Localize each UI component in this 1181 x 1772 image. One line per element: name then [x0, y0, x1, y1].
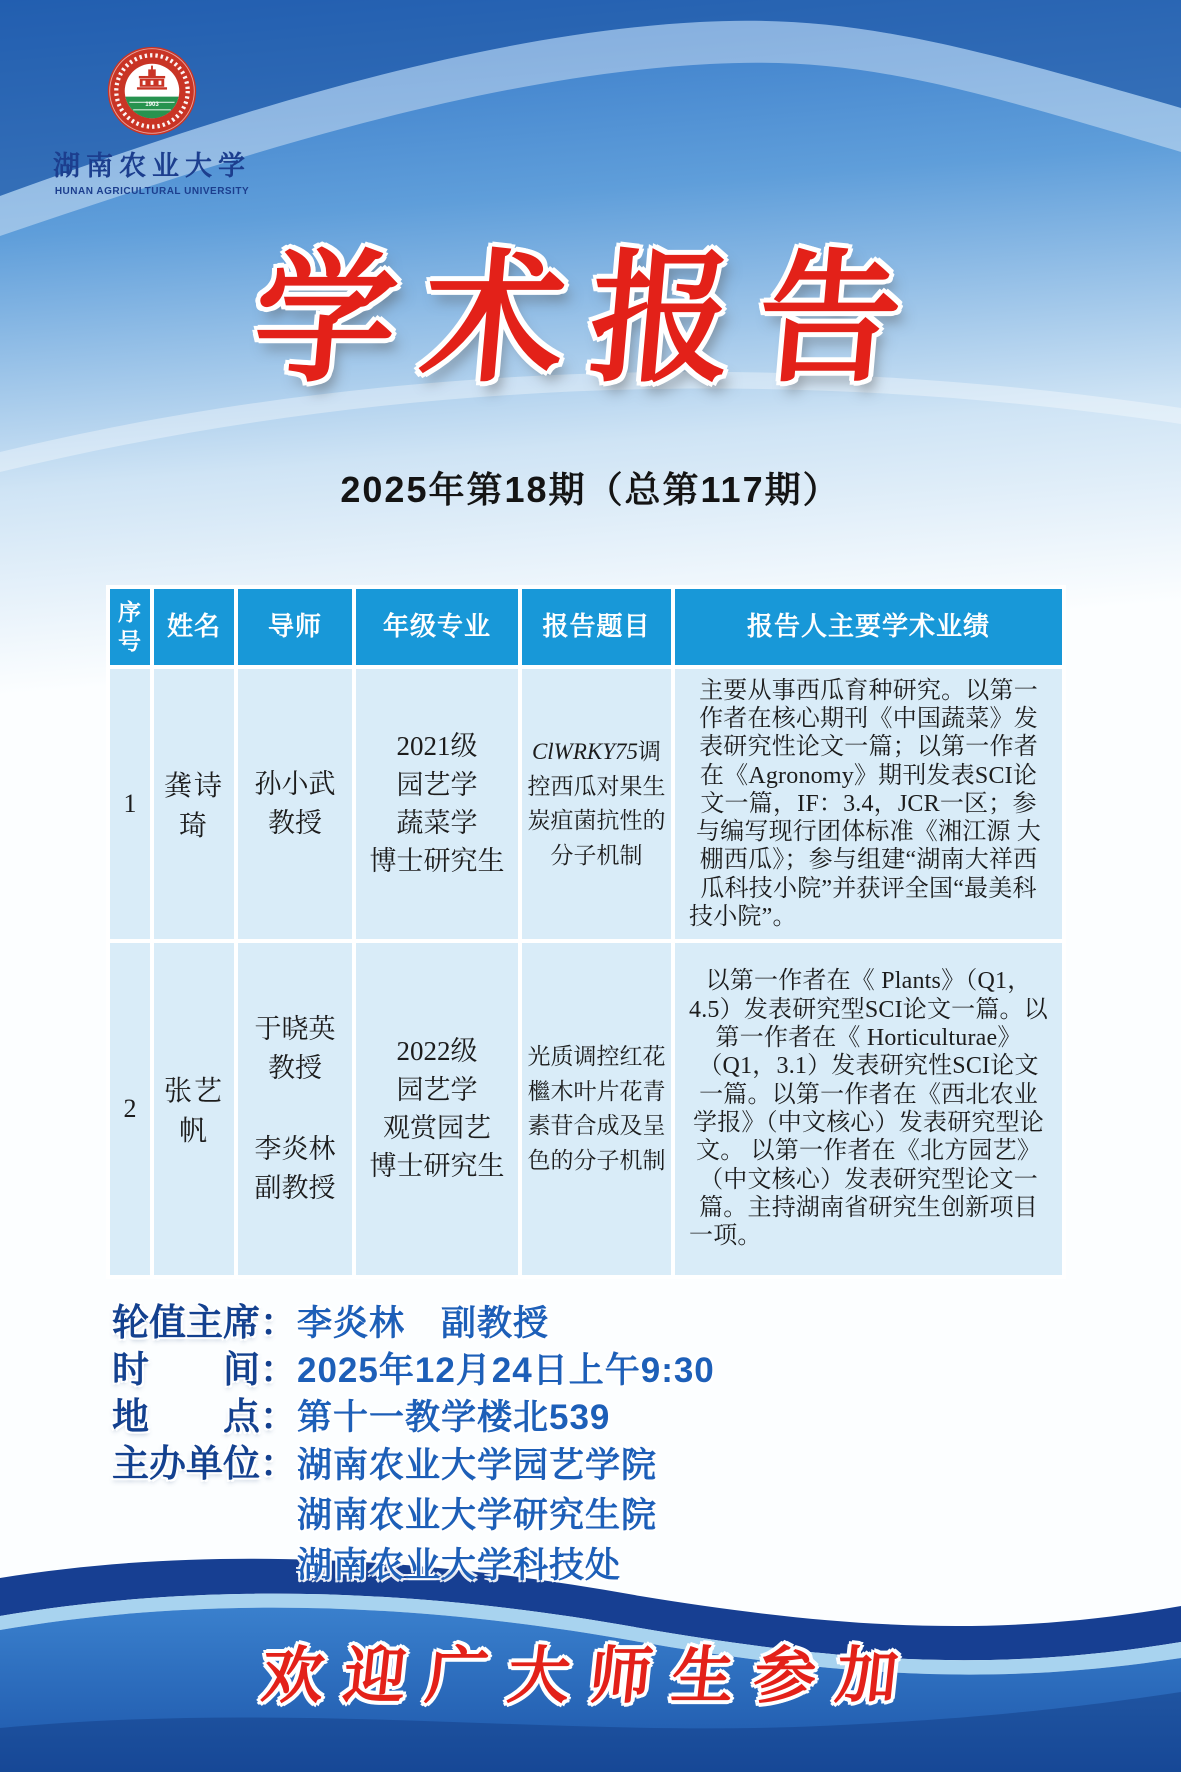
university-name-cn: 湖南农业大学	[53, 151, 251, 181]
advisor-block	[239, 1010, 351, 1088]
col-header-name: 姓名	[152, 587, 236, 667]
cell-program	[354, 941, 520, 1277]
table-header-row	[108, 587, 1064, 667]
topic-text: 调控西瓜对果生炭疽菌抗性的分子机制	[527, 739, 666, 868]
advisor-title: 教授	[268, 808, 322, 838]
university-name-en: HUNAN AGRICULTURAL UNIVERSITY	[54, 186, 250, 197]
advisor-name: 孙小武	[254, 768, 336, 799]
info-row-chair	[112, 1300, 1032, 1347]
organizer-item: 湖南农业大学科技处	[297, 1546, 622, 1585]
university-logo	[52, 44, 252, 197]
col-header-no: 序号	[108, 587, 152, 667]
cell-name: 龚诗琦	[152, 667, 236, 941]
cell-advisor	[236, 941, 354, 1277]
university-seal-icon	[105, 44, 199, 138]
cell-program	[354, 667, 520, 941]
topic-gene-name: ClWRKY75	[531, 739, 639, 764]
poster-title: 学术报告	[247, 241, 934, 399]
organizer-item: 湖南农业大学园艺学院	[297, 1446, 658, 1485]
cell-no: 1	[108, 667, 152, 941]
program-line: 博士研究生	[369, 846, 505, 877]
info-row-organizers	[112, 1441, 1032, 1591]
report-table	[106, 585, 1066, 1279]
advisor-title: 教授	[268, 1052, 322, 1083]
cell-achievements: 主要从事西瓜育种研究。以第一作者在核心期刊《中国蔬菜》发表研究性论文一篇；以第一作者在《Agronomy》期刊发表SCI论文一篇，IF：3.4，JCR一区；参与编写现行团体标准《湘江源 大棚西瓜》；参与组建“湖南大祥西瓜科技小院”并获评全国“最美科技小院”。	[673, 667, 1064, 941]
topic-text: 光质调控红花檵木叶片花青素苷合成及呈色的分子机制	[527, 1044, 666, 1173]
info-row-location	[112, 1394, 1032, 1441]
program-line: 园艺学	[396, 1074, 478, 1105]
cell-topic	[520, 941, 673, 1277]
seal-year: 1903	[145, 101, 159, 109]
cell-no: 2	[108, 941, 152, 1277]
col-header-advisor: 导师	[236, 587, 354, 667]
advisor-name: 李炎林	[254, 1134, 336, 1164]
info-value-location: 第十一教学楼北539	[297, 1398, 611, 1437]
info-label-time: 时 间：	[112, 1350, 297, 1391]
program-line: 观赏园艺	[383, 1113, 491, 1143]
info-value-time: 2025年12月24日上午9:30	[297, 1351, 715, 1390]
info-label-location: 地 点：	[112, 1397, 297, 1438]
welcome-line: 欢迎广大师生参加	[258, 1643, 922, 1711]
advisor-block	[239, 1130, 351, 1208]
cell-advisor	[236, 667, 354, 941]
col-header-program: 年级专业	[354, 587, 520, 667]
issue-line: 2025年第18期（总第117期）	[340, 469, 841, 510]
col-header-achievements: 报告人主要学术业绩	[673, 587, 1064, 667]
col-header-topic: 报告题目	[520, 587, 673, 667]
cell-topic	[520, 667, 673, 941]
program-line: 博士研究生	[369, 1151, 505, 1182]
table-row	[108, 667, 1064, 941]
program-line: 蔬菜学	[396, 808, 478, 838]
event-info	[112, 1300, 1032, 1591]
program-line: 园艺学	[396, 769, 478, 800]
cell-name: 张艺帆	[152, 941, 236, 1277]
organizer-list	[297, 1441, 657, 1591]
table-row	[108, 941, 1064, 1277]
advisor-block	[239, 765, 351, 843]
organizer-item: 湖南农业大学研究生院	[297, 1496, 658, 1535]
info-label-chair: 轮值主席：	[112, 1303, 297, 1344]
info-label-organizers: 主办单位：	[112, 1444, 297, 1485]
info-value-chair: 李炎林 副教授	[297, 1304, 550, 1343]
cell-achievements: 以第一作者在《 Plants》（Q1，4.5）发表研究型SCI论文一篇。以第一作者在《 Horticulturae》（Q1，3.1）发表研究性SCI论文一篇。以第一作者在《西北农业学报》（中文核心）发表研究型论文。 以第一作者在《北方园艺》（中文核心）发表研究型论文一篇。主持湖南省研究生创新项目一项。	[673, 941, 1064, 1277]
advisor-title: 副教授	[254, 1173, 336, 1204]
program-line: 2022级	[396, 1036, 478, 1067]
program-line: 2021级	[396, 731, 478, 762]
info-row-time	[112, 1347, 1032, 1394]
advisor-name: 于晓英	[254, 1013, 336, 1044]
